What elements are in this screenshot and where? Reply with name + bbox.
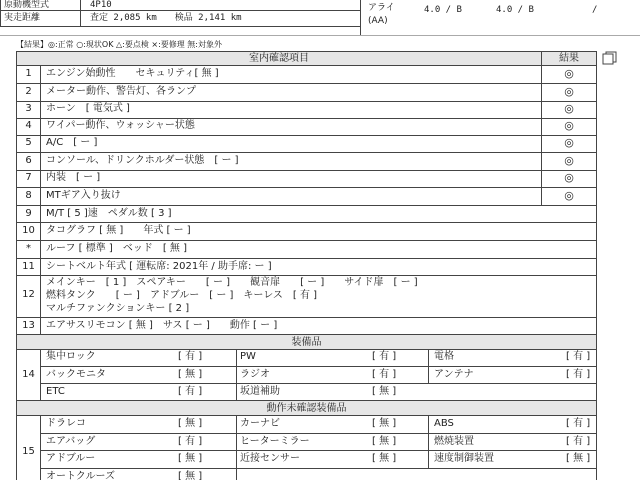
row-text: エンジン始動性 セキュリティ[ 無 ] bbox=[46, 68, 219, 79]
row-no: 5 bbox=[25, 137, 32, 148]
equip-value: [ 有 ] bbox=[566, 418, 591, 429]
equip-value: [ 有 ] bbox=[566, 436, 591, 447]
row-result: ◎ bbox=[564, 119, 574, 132]
equip-value: [ 無 ] bbox=[372, 436, 397, 447]
equip-name: カーナビ bbox=[240, 418, 280, 429]
row-no: 3 bbox=[25, 103, 32, 114]
row-no: 4 bbox=[25, 120, 32, 131]
equip-value: [ 無 ] bbox=[178, 369, 203, 380]
equip-value: [ 有 ] bbox=[566, 351, 591, 362]
row-result: ◎ bbox=[564, 189, 574, 202]
equip-name: 燃焼装置 bbox=[434, 436, 474, 447]
row-no: 6 bbox=[25, 155, 32, 166]
mileage-value: 査定 2,085 km 検品 2,141 km bbox=[90, 13, 242, 23]
row-text: コンソール、ドリンクホルダー状態 [ ー ] bbox=[46, 155, 239, 166]
equip-name: オートクルーズ bbox=[46, 471, 115, 480]
row-no: 11 bbox=[22, 261, 35, 272]
row-text: ホーン [ 電気式 ] bbox=[46, 103, 130, 114]
row-result: ◎ bbox=[564, 136, 574, 149]
row-text: タコグラフ [ 無 ] 年式 [ ー ] bbox=[46, 225, 191, 236]
row-no: 2 bbox=[25, 86, 32, 97]
equip-name: アンテナ bbox=[434, 369, 474, 380]
label-mileage: 実走距離 bbox=[4, 13, 41, 23]
row-text: メーター動作、警告灯、各ランプ bbox=[46, 86, 196, 97]
row-text: ルーフ [ 標準 ] ベッド [ 無 ] bbox=[46, 243, 187, 254]
row-text: シートベルト年式 [ 運転席: 2021年 / 助手席: ー ] bbox=[46, 261, 272, 272]
equip-value: [ 無 ] bbox=[178, 453, 203, 464]
row-result: ◎ bbox=[564, 102, 574, 115]
equip-value: [ 有 ] bbox=[566, 369, 591, 380]
row-text: 内装 [ ー ] bbox=[46, 172, 101, 183]
equip-value: [ 有 ] bbox=[178, 386, 203, 397]
label-model: 原動機型式 bbox=[4, 0, 50, 10]
align-sub: (AA) bbox=[368, 16, 388, 26]
equip-value: [ 無 ] bbox=[178, 471, 203, 480]
result-header: 結果 bbox=[559, 53, 579, 64]
equip-name: ドラレコ bbox=[46, 418, 86, 429]
equip-value: [ 有 ] bbox=[178, 436, 203, 447]
equip-name: ラジオ bbox=[240, 369, 270, 380]
model-value: 4P10 bbox=[90, 0, 112, 10]
row-result: ◎ bbox=[564, 85, 574, 98]
row-text-line2: 燃料タンク [ ー ] アドブルー [ ー ] キーレス [ 有 ] bbox=[46, 290, 318, 301]
equip-name: 近接センサー bbox=[240, 453, 300, 464]
row-text-line1: メインキー [ 1 ] スペアキー [ ー ] 観音扉 [ ー ] サイド扉 [ ー ] bbox=[46, 277, 418, 288]
align-label: アライ bbox=[368, 3, 395, 13]
row-result: ◎ bbox=[564, 154, 574, 167]
row-text-line3: マルチファンクションキー [ 2 ] bbox=[46, 303, 190, 314]
equip-value: [ 有 ] bbox=[372, 351, 397, 362]
row-no: 14 bbox=[22, 369, 35, 380]
align-value-2: 4.0 / B bbox=[496, 5, 534, 15]
result-legend: 【結果】◎:正常 ○:現状OK △:要点検 ×:要修理 無:対象外 bbox=[16, 40, 223, 49]
equip-name: PW bbox=[240, 351, 256, 362]
equip-value: [ 無 ] bbox=[178, 418, 203, 429]
row-text: エアサスリモコン [ 無 ] サス [ ー ] 動作 [ ー ] bbox=[46, 320, 278, 331]
row-text: MTギア入り抜け bbox=[46, 190, 121, 201]
row-no: 1 bbox=[25, 68, 32, 79]
row-no: 7 bbox=[25, 172, 32, 183]
row-no: 9 bbox=[25, 208, 32, 219]
equip-name: 集中ロック bbox=[46, 351, 96, 362]
equip-value: [ 無 ] bbox=[372, 418, 397, 429]
equip-name: ヒーターミラー bbox=[240, 436, 310, 447]
equip-value: [ 有 ] bbox=[178, 351, 203, 362]
equip-name: ETC bbox=[46, 386, 65, 397]
equip-name: 電格 bbox=[434, 351, 454, 362]
equip-value: [ 無 ] bbox=[372, 386, 397, 397]
align-value-3: / bbox=[592, 5, 598, 15]
row-no: 12 bbox=[22, 289, 35, 300]
row-result: ◎ bbox=[564, 171, 574, 184]
copy-icon[interactable] bbox=[600, 51, 622, 65]
row-result: ◎ bbox=[564, 67, 574, 80]
row-text: M/T [ 5 ]速 ペダル数 [ 3 ] bbox=[46, 208, 172, 219]
row-no: 10 bbox=[22, 225, 35, 236]
section-title-unverified: 動作未確認装備品 bbox=[266, 403, 347, 414]
row-no: 8 bbox=[25, 190, 32, 201]
row-no: * bbox=[26, 243, 31, 254]
equip-name: バックモニタ bbox=[46, 369, 106, 380]
row-no: 15 bbox=[22, 446, 35, 457]
section-title-equipment: 装備品 bbox=[291, 337, 322, 348]
equip-value: [ 無 ] bbox=[372, 453, 397, 464]
equip-name: アドブルー bbox=[46, 453, 96, 464]
equip-name: 速度制御装置 bbox=[434, 453, 494, 464]
equip-name: 坂道補助 bbox=[240, 386, 280, 397]
equip-value: [ 無 ] bbox=[566, 453, 591, 464]
row-no: 13 bbox=[22, 320, 35, 331]
equip-name: エアバッグ bbox=[46, 436, 96, 447]
align-value-1: 4.0 / B bbox=[424, 5, 462, 15]
row-text: A/C [ ー ] bbox=[46, 137, 98, 148]
equip-name: ABS bbox=[434, 418, 454, 429]
equip-value: [ 有 ] bbox=[372, 369, 397, 380]
section-title-interior: 室内確認項目 bbox=[249, 53, 309, 64]
row-text: ワイパー動作、ウォッシャー状態 bbox=[46, 120, 195, 131]
